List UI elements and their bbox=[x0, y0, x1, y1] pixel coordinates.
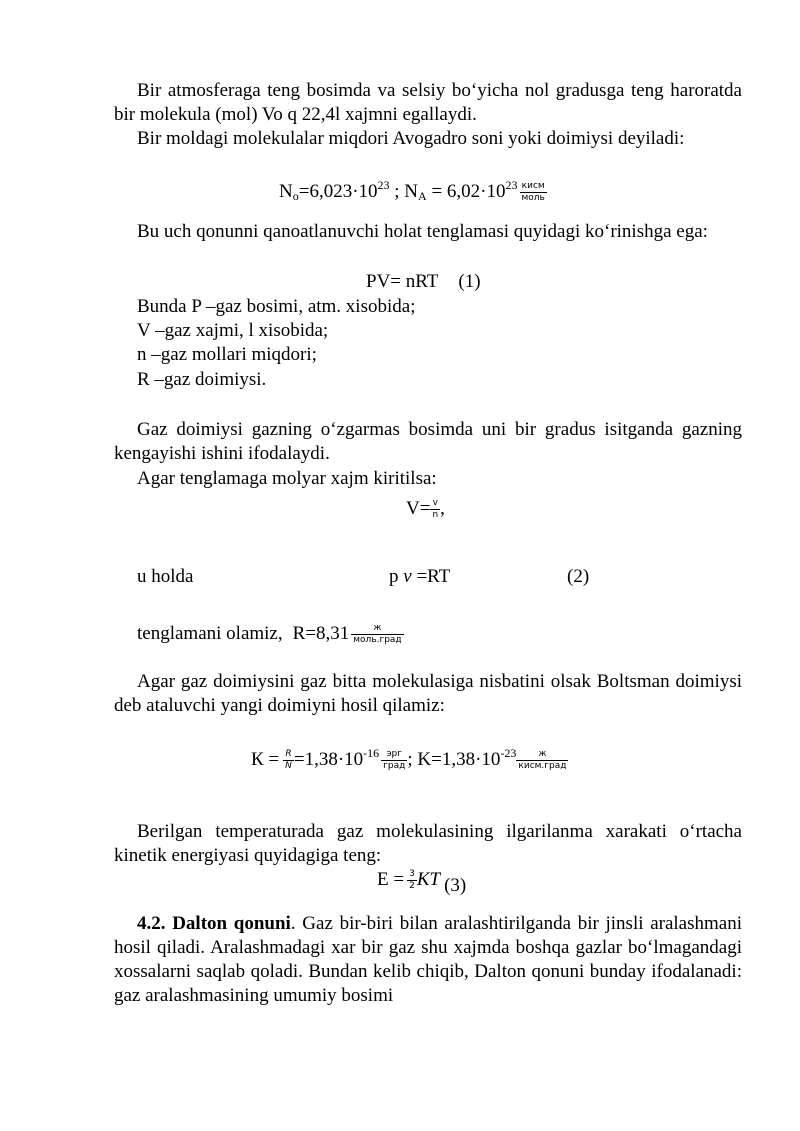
equation-1: PV= nRT (1) bbox=[366, 271, 481, 292]
avogadro-unit: $\frac{\text{кисм}}{\text{моль}}$ bbox=[521, 181, 545, 204]
definition-v: V –gaz xajmi, l xisobida; bbox=[137, 320, 329, 341]
paragraph-state-equation: Bu uch qonunni qanoatlanuvchi holat tenglamasi quyidagi ko‘rinishga ega: bbox=[137, 221, 708, 242]
paragraph-boltzmann: Agar gaz doimiysini gaz bitta molekulasiga nisbatini olsak Boltsman doimiysi deb ataluvchi yangi doimiyni hosil qilamiz: bbox=[114, 671, 742, 716]
section-heading-dalton: 4.2. Dalton qonuni bbox=[137, 913, 291, 934]
equation-number-1: (1) bbox=[458, 271, 481, 292]
definition-p: Bunda P –gaz bosimi, atm. xisobida; bbox=[137, 296, 416, 317]
paragraph-avogadro: Bir moldagi molekulalar miqdori Avogadro soni yoki doimiysi deyiladi: bbox=[137, 128, 685, 149]
paragraph-molar-volume: Bir atmosferaga teng bosimda va selsiy bo‘yicha nol gradusga teng haroratda bir molekula (mol) Vo q 22,4l xajmni egallaydi. bbox=[114, 80, 742, 125]
gas-constant-value: tenglamani olamiz, R=8,31 $\frac{ж}{\text{моль.град}}$ bbox=[137, 623, 402, 646]
holda-label: u holda bbox=[137, 566, 194, 587]
molar-volume-formula: V= $\frac{v}{n}$ , bbox=[406, 498, 445, 521]
avogadro-formula: $N_o=6,023\cdot 10^{23}$ ; $N_A = 6,02\cdot 10^{23}$ $\frac{\text{кисм}}{\text{моль}}$ bbox=[279, 178, 545, 204]
definition-n: n –gaz mollari miqdori; bbox=[137, 344, 317, 365]
equation-2: p v =RT bbox=[389, 566, 451, 587]
equation-number-2: (2) bbox=[567, 566, 590, 587]
paragraph-molar-volume-intro: Agar tenglamaga molyar xajm kiritilsa: bbox=[137, 468, 437, 489]
paragraph-gas-constant: Gaz doimiysi gazning o‘zgarmas bosimda uni bir gradus isitganda gazning kengayishi ishini ifodalaydi. bbox=[114, 419, 742, 464]
boltzmann-formula: К = $\frac{R}{N}$ $=1,38\cdot 10^{-16}$ $\frac{\text{эрг}}{\text{град}}$ ; $K=1,38\cdot 10^{-23}$ $\frac{ж}{\text{кисм.град}}$ bbox=[251, 746, 567, 772]
paragraph-dalton: 4.2. Dalton qonuni. Gaz bir-biri bilan aralashtirilganda bir jinsli aralashmani hosil qiladi. Aralashmadagi xar bir gaz shu xajmda boshqa gazlar bo‘lmagandagi xossalarni saqlab qoladi. Bundan kelib chiqib, Dalton qonuni bunday ifodalanadi: gaz aralashmasining umumiy bosimi bbox=[114, 913, 742, 1006]
paragraph-kinetic-energy: Berilgan temperaturada gaz molekulasining ilgarilanma xarakati o‘rtacha kinetik energiyasi quyidagiga teng: bbox=[114, 821, 742, 866]
equation-number-3: (3) bbox=[444, 875, 467, 896]
energy-formula: E = $\frac{3}{2}$ KT (3) bbox=[377, 869, 467, 896]
gas-constant-unit: $\frac{ж}{\text{моль.град}}$ bbox=[353, 623, 402, 646]
definition-r: R –gaz doimiysi. bbox=[137, 369, 267, 390]
